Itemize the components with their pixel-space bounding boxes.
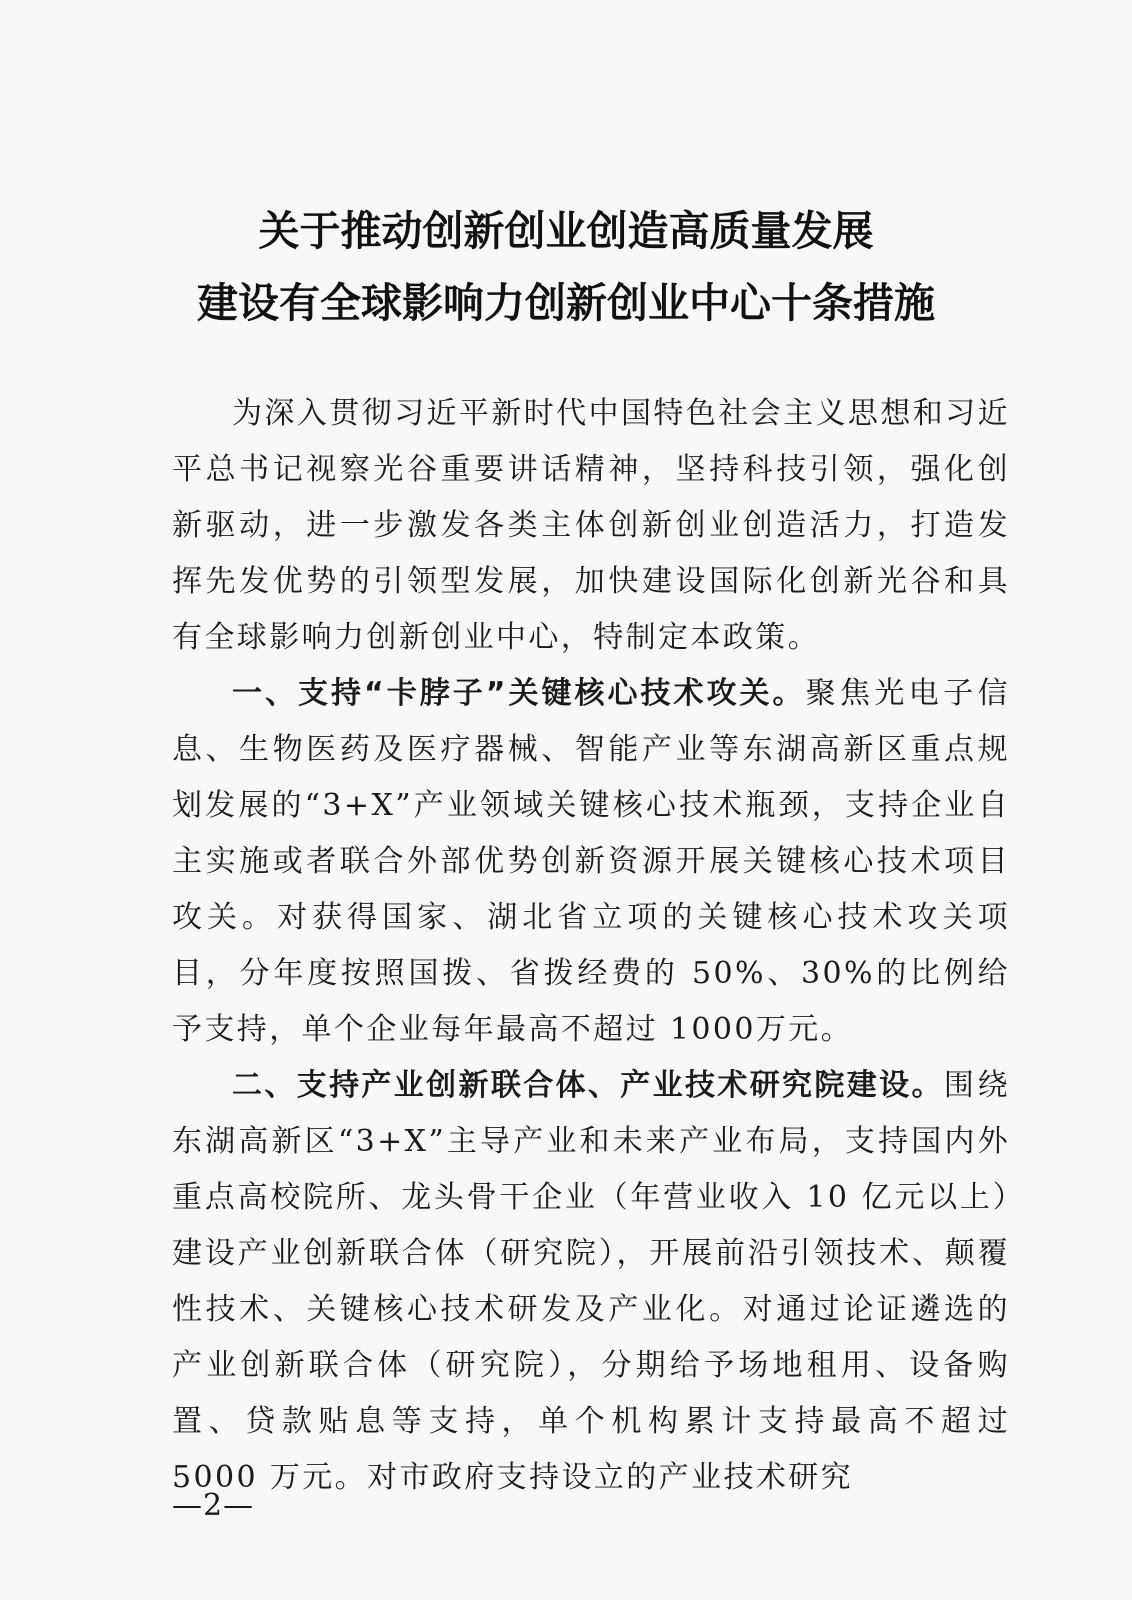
section-1-heading: 一、支持“卡脖子”关键核心技术攻关。 bbox=[232, 676, 806, 711]
title-line-2: 建设有全球影响力创新创业中心十条措施 bbox=[197, 279, 935, 327]
document-body bbox=[172, 386, 1010, 1506]
document-title bbox=[0, 195, 1132, 339]
section-2-body: 围绕东湖高新区“3+X”主导产业和未来产业布局，支持国内外重点高校院所、龙头骨干企业（年营业收入 10 亿元以上）建设产业创新联合体（研究院），开展前沿引领技术、颠覆性技术、关键核心技术研发及产业化。对通过论证遴选的产业创新联合体（研究院），分期给予场地租用、设备购置、贷款贴息等支持，单个机构累计支持最高不超过 5000 万元。对市政府支持设立的产业技术研究 bbox=[172, 1068, 1010, 1495]
page-number: —2— bbox=[172, 1488, 255, 1523]
section-2-heading: 二、支持产业创新联合体、产业技术研究院建设。 bbox=[232, 1068, 944, 1103]
title-line-1: 关于推动创新创业创造高质量发展 bbox=[258, 207, 874, 255]
section-2-paragraph bbox=[172, 1058, 1010, 1506]
intro-paragraph: 为深入贯彻习近平新时代中国特色社会主义思想和习近平总书记视察光谷重要讲话精神，坚持科技引领，强化创新驱动，进一步激发各类主体创新创业创造活力，打造发挥先发优势的引领型发展，加快建设国际化创新光谷和具有全球影响力创新创业中心，特制定本政策。 bbox=[172, 396, 1010, 655]
section-1-paragraph bbox=[172, 666, 1010, 1058]
section-1-body: 聚焦光电子信息、生物医药及医疗器械、智能产业等东湖高新区重点规划发展的“3+X”产业领域关键核心技术瓶颈，支持企业自主实施或者联合外部优势创新资源开展关键核心技术项目攻关。对获得国家、湖北省立项的关键核心技术攻关项目，分年度按照国拨、省拨经费的 50%、30%的比例给予支持，单个企业每年最高不超过 1000万元。 bbox=[172, 676, 1010, 1047]
